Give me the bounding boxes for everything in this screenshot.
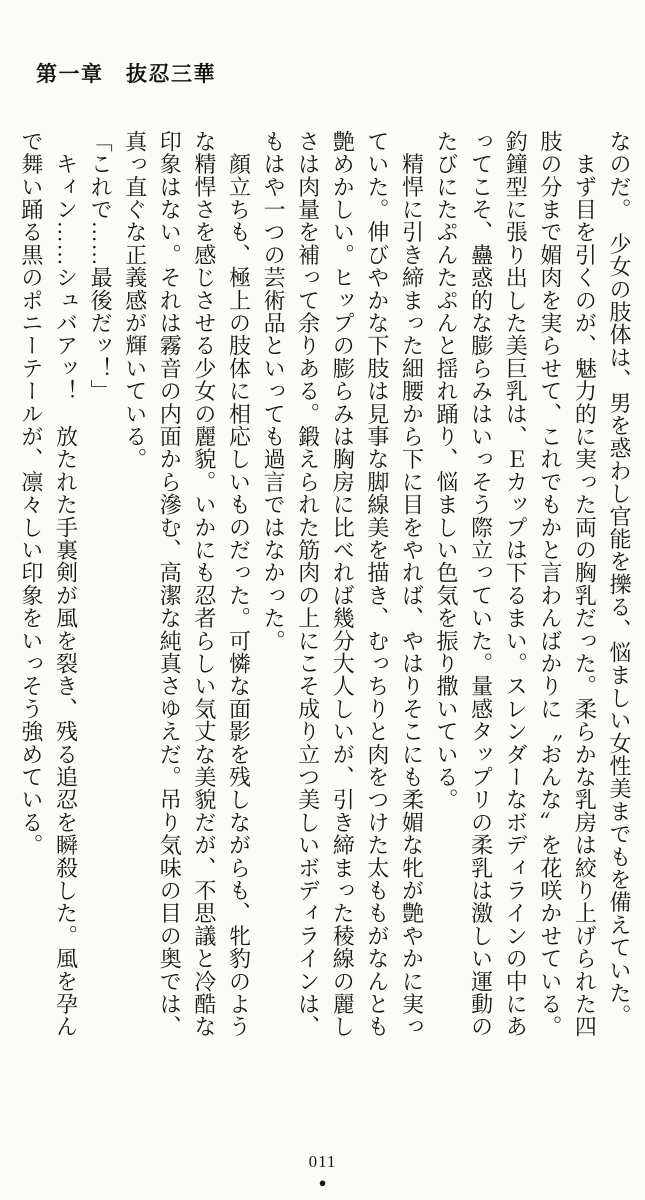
text-column: ていた。伸びやかな下肢は見事な脚線美を描き、むっちりと肉をつけた太ももがなんとも [364, 130, 390, 1038]
text-column: 肢の分まで媚肉を実らせて、これでもかと言わんばかりに〝おんな〟を花咲かせている。 [537, 130, 563, 1038]
dialogue-column: 「これで……最後だッ！」 [88, 130, 114, 403]
text-column: 精悍に引き締まった細腰から下に目をやれば、やはりそこにも柔媚な牝が艶やかに実っ [399, 130, 425, 1038]
page-footer [0, 1152, 645, 1190]
chapter-header: 第一章 抜忍三華 [36, 62, 216, 86]
text-column: 印象はない。それは霧音の内面から滲む、高潔な純真さゆえだ。吊り気味の目の奥では、 [157, 130, 183, 1038]
text-column: で舞い踊る黒のポニーテールが、凛々しい印象をいっそう強めている。 [18, 130, 44, 857]
text-column: なのだ。 少女の肢体は、男を惑わし官能を擽る、悩ましい女性美までもを備えていた。 [607, 130, 632, 1027]
page-marker-dot-icon: ● [318, 1175, 327, 1190]
text-column: 顔立ちも、極上の肢体に相応しいものだった。可憐な面影を残しながらも、牝豹のよう [226, 130, 252, 1038]
text-column: たびにたぷんたぷんと揺れ踊り、悩ましい色気を振り撒いている。 [434, 130, 460, 811]
text-column: さは肉量を補って余りある。鍛えられた筋肉の上にこそ成り立つ美しいボディラインは、 [295, 130, 321, 1038]
page-number: 011 [308, 1152, 337, 1171]
text-column: 釣鐘型に張り出した美巨乳は、Ｅカップは下るまい。スレンダーなボディラインの中にあ [503, 130, 529, 1038]
text-column: まず目を引くのが、魅力的に実った両の胸乳だった。柔らかな乳房は絞り上げられた四 [572, 130, 598, 1038]
text-column: ってこそ、蠱惑的な膨らみはいっそう際立っていた。量感タップリの柔乳は激しい運動の [468, 130, 494, 1039]
text-column: 真っ直ぐな正義感が輝いている。 [122, 130, 148, 471]
body-text [12, 130, 636, 1060]
text-column: もはや一つの芸術品といっても過言ではなかった。 [261, 130, 287, 653]
text-column: な精悍さを感じさせる少女の麗貌。いかにも忍者らしい気丈な美貌だが、不思議と冷酷な [191, 130, 217, 1038]
text-column: 艶めかしい。ヒップの膨らみは胸房に比べれば幾分大人しいが、引き締まった稜線の麗し [330, 130, 356, 1038]
text-column: キィン……シュバアッ！ 放たれた手裏剣が風を裂き、残る追忍を瞬殺した。風を孕ん [53, 130, 79, 1038]
